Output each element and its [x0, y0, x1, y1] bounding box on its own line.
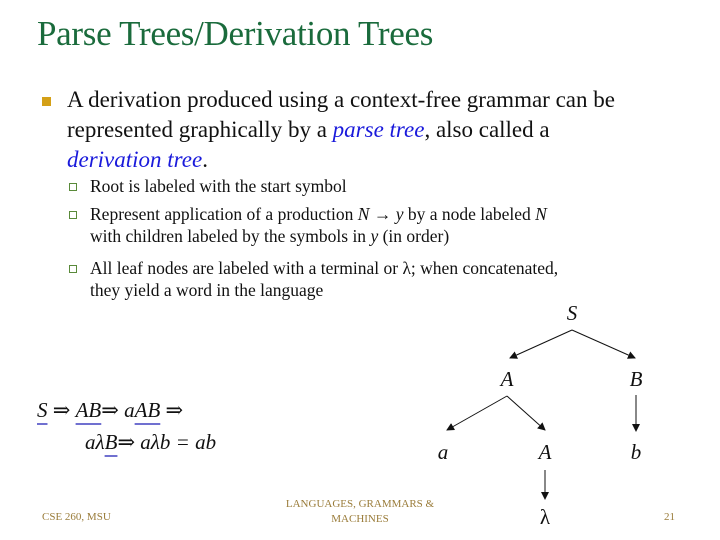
sub-bullet-1: Root is labeled with the start symbol: [90, 176, 347, 196]
tree-node-A-child: A: [538, 440, 552, 464]
tree-node-a: a: [437, 440, 449, 464]
sub-bullet-square-icon: [69, 265, 77, 273]
sub-bullet-3: All leaf nodes are labeled with a terminal or λ; when concatenated, they yield a word in the language: [90, 258, 559, 300]
footer-course: CSE 260, MSU: [42, 511, 111, 523]
bullet-square-icon: [42, 97, 51, 106]
sub-bullet-square-icon: [69, 183, 77, 191]
tree-node-B: B: [629, 367, 643, 391]
tree-node-A: A: [500, 367, 514, 391]
main-bullet-text: A derivation produced using a context-free grammar can be represented graphically by a parse tree, also called a derivation tree.: [67, 87, 615, 172]
page-number: 21: [664, 511, 675, 523]
term-parse-tree: parse tree: [332, 117, 425, 142]
tree-node-b: b: [630, 440, 642, 464]
derivation-line-2: aλB⇒ aλb = ab: [85, 430, 217, 454]
term-derivation-tree: derivation tree: [67, 147, 203, 172]
slide-title: Parse Trees/Derivation Trees: [37, 14, 434, 53]
sub-bullet-2: Represent application of a production N → y by a node labeled N with children labeled by the symbols in y (in order): [90, 204, 547, 246]
tree-node-S: S: [566, 301, 578, 325]
sub-bullet-square-icon: [69, 211, 77, 219]
derivation-line-1: S ⇒ AB⇒ aAB ⇒: [37, 398, 184, 422]
footer-title: LANGUAGES, GRAMMARS & MACHINES: [285, 498, 435, 525]
tree-node-lambda: λ: [539, 505, 551, 529]
